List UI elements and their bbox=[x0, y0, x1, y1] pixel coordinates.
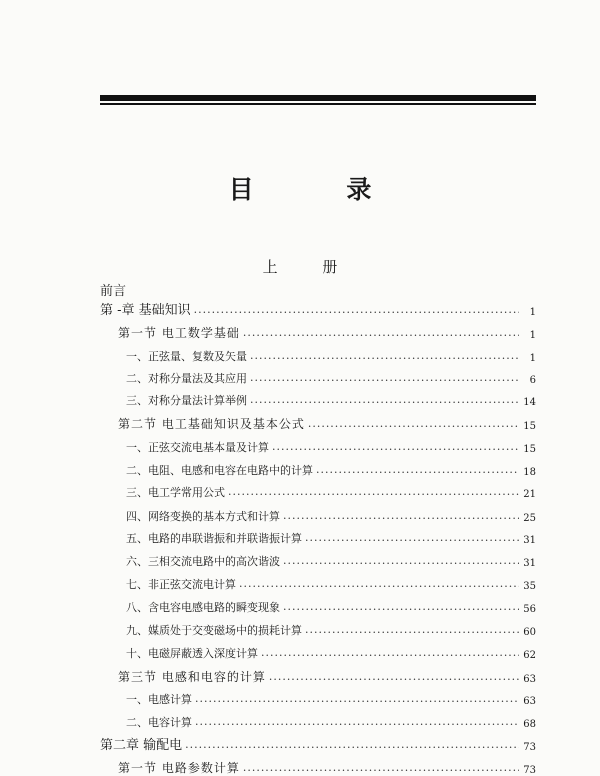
toc-leader-dots bbox=[283, 513, 519, 524]
toc-entry-subsection[interactable] bbox=[100, 618, 536, 638]
toc-entry-subsection[interactable] bbox=[100, 504, 536, 524]
toc-entry-page: 25 bbox=[523, 513, 536, 524]
toc-entry-label: 五、电路的串联谐振和并联谐振计算 bbox=[126, 532, 302, 545]
toc-leader-dots bbox=[272, 444, 519, 455]
toc-entry-label: 二、电容计算 bbox=[126, 716, 192, 729]
toc-leader-dots bbox=[194, 307, 519, 318]
header-rule-thick bbox=[100, 95, 536, 101]
toc-entry-page: 6 bbox=[529, 375, 536, 386]
toc-entry-label: 四、网络变换的基本方式和计算 bbox=[126, 510, 280, 523]
toc-entry-section[interactable] bbox=[100, 321, 536, 341]
toc-entry-label: 第 -章 基础知识 bbox=[100, 303, 191, 318]
toc-leader-dots bbox=[243, 765, 519, 776]
toc-entry-subsection[interactable] bbox=[100, 572, 536, 592]
toc-entry-page: 63 bbox=[523, 674, 536, 685]
toc-leader-dots bbox=[305, 535, 519, 546]
toc-entry-label: 一、正弦量、复数及矢量 bbox=[126, 350, 247, 363]
header-rule-thin bbox=[100, 103, 536, 105]
toc-entry-subsection[interactable] bbox=[100, 549, 536, 569]
page-title: 目 录 bbox=[228, 175, 414, 204]
toc-entry-subsection[interactable] bbox=[100, 595, 536, 615]
toc-entry-section[interactable] bbox=[100, 756, 536, 776]
toc-entry-subsection[interactable] bbox=[100, 526, 536, 546]
toc-entry-page: 15 bbox=[523, 421, 536, 432]
toc-entry-page: 15 bbox=[523, 444, 536, 455]
toc-entry-label: 第三节 电感和电容的计算 bbox=[118, 670, 266, 684]
toc-entry-page: 62 bbox=[523, 650, 536, 661]
toc-entry-subsection[interactable] bbox=[100, 458, 536, 478]
toc-entry-section[interactable] bbox=[100, 665, 536, 685]
toc-entry-label: 一、电感计算 bbox=[126, 693, 192, 706]
toc-leader-dots bbox=[250, 375, 519, 386]
toc-entry-label: 第一节 电工数学基础 bbox=[118, 326, 240, 340]
toc-leader-dots bbox=[228, 489, 519, 500]
toc-leader-dots bbox=[269, 674, 519, 685]
toc-entry-label: 第一节 电路参数计算 bbox=[118, 761, 240, 775]
toc-entry-page: 73 bbox=[523, 742, 536, 753]
toc-entry-page: 18 bbox=[523, 467, 536, 478]
toc-leader-dots bbox=[250, 353, 519, 364]
toc-entry-subsection[interactable] bbox=[100, 687, 536, 707]
toc-entry-page: 68 bbox=[523, 719, 536, 730]
toc-entry-subsection[interactable] bbox=[100, 641, 536, 661]
toc-entry-page: 1 bbox=[529, 353, 536, 364]
toc-entry-label: 一、正弦交流电基本量及计算 bbox=[126, 441, 269, 454]
toc-leader-dots bbox=[305, 627, 519, 638]
toc-leader-dots bbox=[283, 604, 519, 615]
toc-entry-label: 第二节 电工基础知识及基本公式 bbox=[118, 417, 305, 431]
toc-entry-page: 31 bbox=[523, 558, 536, 569]
toc-entry-subsection[interactable] bbox=[100, 388, 536, 408]
toc-entry-label: 二、电阻、电感和电容在电路中的计算 bbox=[126, 464, 313, 477]
toc-leader-dots bbox=[195, 696, 519, 707]
toc-entry-page: 1 bbox=[529, 330, 536, 341]
toc-leader-dots bbox=[239, 581, 519, 592]
toc-entry-page: 35 bbox=[523, 581, 536, 592]
toc-entry-label: 二、对称分量法及其应用 bbox=[126, 372, 247, 385]
toc-entry-label: 三、电工学常用公式 bbox=[126, 486, 225, 499]
toc-leader-dots bbox=[316, 467, 519, 478]
toc-entry-subsection[interactable] bbox=[100, 435, 536, 455]
toc-entry-page: 21 bbox=[523, 489, 536, 500]
toc-entry-page: 14 bbox=[523, 397, 536, 408]
toc-leader-dots bbox=[283, 558, 519, 569]
toc-entry-label: 第二章 输配电 bbox=[100, 738, 183, 753]
toc-entry-subsection[interactable] bbox=[100, 710, 536, 730]
toc-entry-label: 八、含电容电感电路的瞬变现象 bbox=[126, 601, 280, 614]
toc-leader-dots bbox=[195, 719, 519, 730]
toc-entry-chapter-1[interactable] bbox=[100, 298, 536, 318]
toc-entry-page: 73 bbox=[523, 765, 536, 776]
toc-leader-dots bbox=[261, 650, 519, 661]
toc-entry-label: 九、媒质处于交变磁场中的损耗计算 bbox=[126, 624, 302, 637]
toc-entry-label: 六、三相交流电路中的高次谐波 bbox=[126, 555, 280, 568]
toc-leader-dots bbox=[308, 421, 519, 432]
toc-entry-page: 31 bbox=[523, 535, 536, 546]
toc-entry-page: 63 bbox=[523, 696, 536, 707]
toc-entry-label: 十、电磁屏蔽透入深度计算 bbox=[126, 647, 258, 660]
toc-entry-page: 1 bbox=[529, 307, 536, 318]
toc-leader-dots bbox=[250, 397, 519, 408]
toc-entry-subsection[interactable] bbox=[100, 366, 536, 386]
toc-entry-page: 56 bbox=[523, 604, 536, 615]
toc-leader-dots bbox=[243, 330, 519, 341]
toc-leader-dots bbox=[185, 742, 519, 753]
toc-entry-label: 七、非正弦交流电计算 bbox=[126, 578, 236, 591]
toc-entry-chapter-2[interactable] bbox=[100, 733, 536, 753]
toc-entry-subsection[interactable] bbox=[100, 480, 536, 500]
toc-preface: 前言 bbox=[100, 284, 127, 299]
toc-entry-page: 60 bbox=[523, 627, 536, 638]
toc-entry-subsection[interactable] bbox=[100, 344, 536, 364]
volume-label: 上 册 bbox=[262, 258, 358, 276]
toc-entry-section[interactable] bbox=[100, 412, 536, 432]
toc-entry-label: 三、对称分量法计算举例 bbox=[126, 394, 247, 407]
